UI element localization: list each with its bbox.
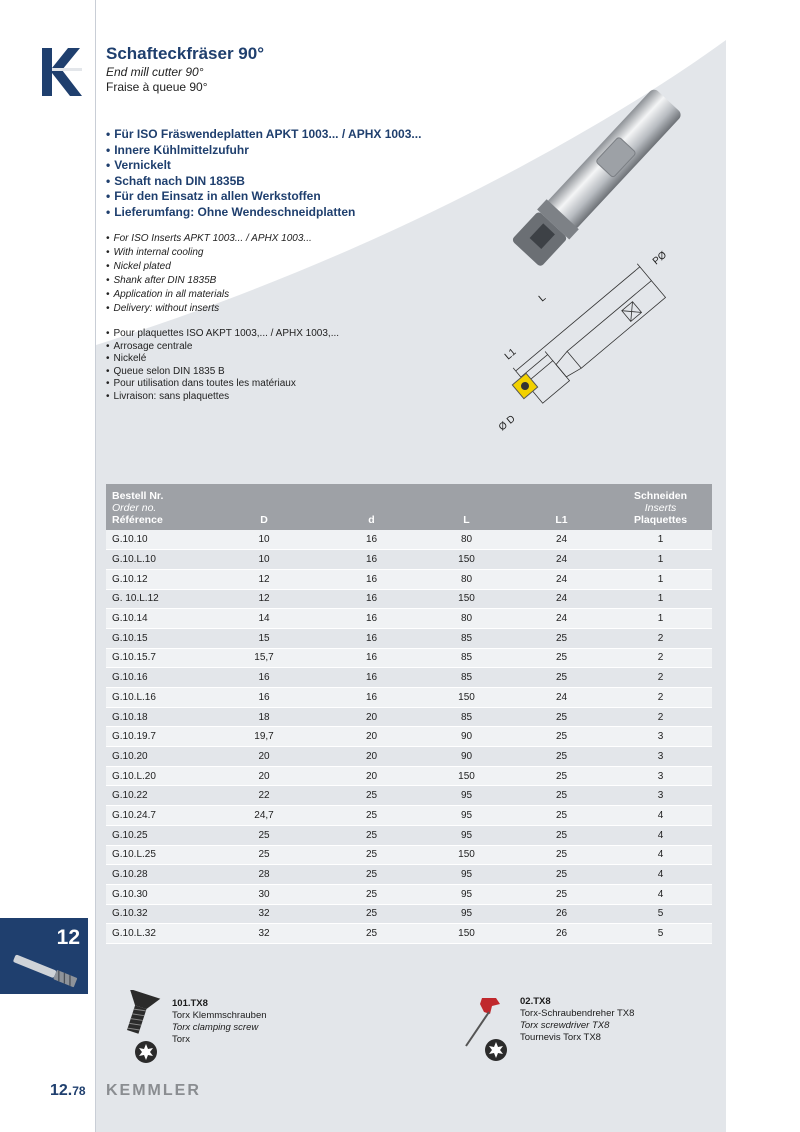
table-cell: G.10.15 — [112, 632, 148, 644]
feature-item: • For ISO Inserts APKT 1003... / APHX 1003... — [106, 233, 312, 244]
table-cell: G.10.L.16 — [112, 691, 156, 703]
table-cell: 25 — [555, 790, 568, 802]
table-cell: 18 — [258, 711, 270, 723]
table-cell: 22 — [258, 790, 270, 802]
table-cell: 80 — [460, 573, 473, 585]
table-cell: 26 — [555, 928, 568, 940]
table-cell: 20 — [365, 731, 378, 743]
table-cell: 16 — [365, 691, 378, 703]
length-label: L — [536, 292, 549, 305]
table-cell: 16 — [365, 652, 378, 664]
table-row — [106, 727, 712, 747]
table-cell: 5 — [657, 928, 664, 940]
table-cell: 3 — [657, 770, 664, 782]
table-cell: 2 — [657, 711, 664, 723]
table-cell: G.10.20 — [112, 750, 148, 762]
table-cell: G.10.24.7 — [112, 809, 156, 821]
brand-name: KEMMLER — [106, 1082, 201, 1099]
feature-item: • Application in all materials — [106, 289, 230, 300]
col-inserts: Schneiden Inserts Plaquettes — [633, 490, 688, 526]
table-cell: 24 — [555, 593, 568, 605]
table-cell: 150 — [458, 849, 475, 861]
table-cell: 16 — [365, 672, 378, 684]
features-french — [106, 328, 339, 403]
table-cell: 25 — [365, 790, 378, 802]
table-cell: 95 — [460, 908, 473, 920]
col-l1: L1 — [555, 514, 568, 526]
feature-item: • Livraison: sans plaquettes — [106, 390, 230, 402]
table-cell: 25 — [365, 849, 378, 861]
table-cell: 25 — [555, 829, 568, 841]
table-cell: 20 — [365, 770, 378, 782]
diameter-d-label: Ø D — [496, 413, 518, 434]
table-cell: 85 — [460, 711, 473, 723]
col-l: L — [463, 514, 470, 526]
table-cell: 1 — [657, 573, 664, 585]
table-row — [106, 766, 712, 786]
table-cell: 3 — [657, 790, 664, 802]
table-cell: 25 — [555, 888, 568, 900]
table-cell: 95 — [460, 790, 473, 802]
table-cell: 5 — [657, 908, 664, 920]
table-row — [106, 628, 712, 648]
features-german — [106, 127, 421, 220]
table-cell: 2 — [657, 652, 664, 664]
table-cell: 16 — [365, 554, 378, 566]
table-cell: 90 — [460, 750, 473, 762]
table-cell: G.10.14 — [112, 613, 148, 625]
table-cell: 16 — [365, 573, 378, 585]
table-cell: 10 — [258, 534, 270, 546]
table-cell: 4 — [657, 829, 664, 841]
table-row — [106, 924, 712, 944]
table-row — [106, 589, 712, 609]
page-title-english: End mill cutter 90° — [106, 65, 204, 79]
table-cell: 95 — [460, 809, 473, 821]
table-cell: 85 — [460, 652, 473, 664]
table-row — [106, 648, 712, 668]
table-cell: 25 — [365, 869, 378, 881]
feature-item: • Lieferumfang: Ohne Wendeschneidplatten — [106, 204, 356, 219]
table-cell: 4 — [657, 809, 664, 821]
table-cell: G.10.L.25 — [112, 849, 156, 861]
table-row — [106, 904, 712, 924]
table-cell: 12 — [258, 593, 270, 605]
accessory-screwdriver-text: 02.TX8 Torx-Schraubendreher TX8 Torx screwdriver TX8 Tournevis Torx TX8 — [520, 996, 635, 1043]
table-row — [106, 609, 712, 629]
feature-item: • Pour plaquettes ISO AKPT 1003,... / APHX 1003,... — [106, 328, 340, 339]
table-row — [106, 825, 712, 845]
table-cell: 90 — [460, 731, 473, 743]
torx-screwdriver-icon — [462, 994, 518, 1064]
table-cell: G.10.25 — [112, 829, 148, 841]
table-row — [106, 845, 712, 865]
table-cell: 25 — [555, 731, 568, 743]
feature-item: • Delivery: without inserts — [106, 303, 220, 314]
feature-item: • Schaft nach DIN 1835B — [106, 173, 245, 188]
col-d-small: d — [368, 514, 375, 526]
diameter-p-label: PØ — [650, 249, 670, 268]
table-cell: G. 10.L.12 — [112, 593, 159, 605]
table-cell: 24 — [555, 554, 568, 566]
table-cell: G.10.22 — [112, 790, 148, 802]
table-cell: 95 — [460, 829, 473, 841]
table-cell: 25 — [365, 888, 378, 900]
page-title: Schafteckfräser 90° — [106, 44, 265, 63]
table-cell: 25 — [555, 750, 568, 762]
table-cell: 150 — [458, 770, 475, 782]
table-row — [106, 688, 712, 708]
margin-divider — [95, 0, 96, 1132]
table-cell: 26 — [555, 908, 568, 920]
table-cell: 25 — [258, 829, 270, 841]
table-cell: 15,7 — [254, 652, 274, 664]
feature-item: • Nickelé — [106, 353, 147, 364]
table-cell: 2 — [657, 672, 664, 684]
feature-item: • Pour utilisation dans toutes les matériaux — [106, 378, 296, 389]
table-cell: 12 — [258, 573, 270, 585]
table-cell: 2 — [657, 632, 664, 644]
features-english — [106, 232, 312, 316]
table-cell: 150 — [458, 554, 475, 566]
table-cell: 30 — [258, 888, 270, 900]
end-mill-icon — [6, 952, 82, 988]
table-cell: 24 — [555, 613, 568, 625]
table-cell: 16 — [365, 632, 378, 644]
table-row — [106, 707, 712, 727]
accessory-screw-text: 101.TX8 Torx Klemmschrauben Torx clamping screw Torx — [172, 998, 267, 1045]
col-d-big: D — [260, 514, 268, 526]
feature-item: • Nickel plated — [106, 261, 171, 272]
table-cell: 95 — [460, 869, 473, 881]
table-cell: G.10.32 — [112, 908, 148, 920]
chapter-number: 12 — [56, 926, 80, 949]
table-cell: 4 — [657, 888, 664, 900]
table-cell: 10 — [258, 554, 270, 566]
feature-item: • Queue selon DIN 1835 B — [106, 365, 225, 377]
table-cell: 24,7 — [254, 809, 274, 821]
table-cell: 1 — [657, 554, 664, 566]
table-cell: G.10.L.20 — [112, 770, 156, 782]
product-table — [106, 484, 712, 944]
table-row — [106, 747, 712, 767]
kemmler-k-logo — [40, 46, 84, 98]
table-cell: 24 — [555, 573, 568, 585]
table-cell: 80 — [460, 534, 473, 546]
table-cell: 32 — [258, 908, 270, 920]
table-cell: 20 — [258, 770, 270, 782]
table-cell: 95 — [460, 888, 473, 900]
table-row — [106, 668, 712, 688]
table-cell: G.10.30 — [112, 888, 148, 900]
table-cell: 25 — [365, 809, 378, 821]
table-cell: 25 — [555, 770, 568, 782]
page-number: 12.78 — [50, 1082, 86, 1099]
table-cell: 85 — [460, 632, 473, 644]
dimension-drawing — [480, 236, 710, 446]
feature-item: • Shank after DIN 1835B — [106, 275, 217, 286]
table-cell: 16 — [365, 534, 378, 546]
table-cell: 150 — [458, 928, 475, 940]
table-cell: 16 — [258, 672, 270, 684]
table-cell: 16 — [258, 691, 270, 703]
table-header-row — [106, 484, 712, 530]
table-cell: 25 — [555, 711, 568, 723]
feature-item: • Für den Einsatz in allen Werkstoffen — [106, 189, 321, 203]
table-row — [106, 865, 712, 885]
table-cell: 20 — [365, 750, 378, 762]
table-cell: 4 — [657, 869, 664, 881]
table-row — [106, 786, 712, 806]
table-cell: 1 — [657, 534, 664, 546]
table-cell: 24 — [555, 534, 568, 546]
table-cell: G.10.10 — [112, 534, 148, 546]
table-cell: 32 — [258, 928, 270, 940]
table-cell: 25 — [555, 849, 568, 861]
table-cell: 15 — [258, 632, 270, 644]
feature-item: • Innere Kühlmittelzufuhr — [106, 142, 249, 157]
table-cell: 25 — [555, 632, 568, 644]
table-cell: G.10.L.10 — [112, 554, 156, 566]
table-cell: 3 — [657, 731, 664, 743]
table-cell: G.10.19.7 — [112, 731, 156, 743]
table-cell: 85 — [460, 672, 473, 684]
table-cell: 19,7 — [254, 731, 274, 743]
table-cell: 25 — [555, 869, 568, 881]
table-cell: 16 — [365, 613, 378, 625]
table-cell: 4 — [657, 849, 664, 861]
table-cell: 25 — [365, 829, 378, 841]
table-cell: 25 — [555, 809, 568, 821]
table-cell: 25 — [555, 672, 568, 684]
table-cell: G.10.12 — [112, 573, 148, 585]
table-cell: 25 — [365, 908, 378, 920]
table-cell: 20 — [258, 750, 270, 762]
torx-screw-icon — [118, 990, 168, 1068]
table-cell: 16 — [365, 593, 378, 605]
length-l1-label: L1 — [502, 346, 519, 363]
table-cell: G.10.18 — [112, 711, 148, 723]
table-row — [106, 806, 712, 826]
table-cell: 14 — [258, 613, 270, 625]
table-cell: 150 — [458, 593, 475, 605]
table-cell: 25 — [555, 652, 568, 664]
table-cell: G.10.15.7 — [112, 652, 156, 664]
table-cell: 1 — [657, 593, 664, 605]
table-cell: 24 — [555, 691, 568, 703]
feature-item: • Für ISO Fräswendeplatten APKT 1003... / APHX 1003... — [106, 127, 422, 141]
table-cell: 150 — [458, 691, 475, 703]
table-cell: 25 — [365, 928, 378, 940]
table-cell: G.10.L.32 — [112, 928, 156, 940]
table-cell: 1 — [657, 613, 664, 625]
feature-item: • Arrosage centrale — [106, 340, 193, 352]
table-cell: 25 — [258, 849, 270, 861]
table-row — [106, 550, 712, 570]
feature-item: • With internal cooling — [106, 247, 204, 258]
table-row — [106, 530, 712, 550]
table-cell: 3 — [657, 750, 664, 762]
table-cell: 28 — [258, 869, 270, 881]
table-row — [106, 569, 712, 589]
table-cell: 20 — [365, 711, 378, 723]
table-cell: 2 — [657, 691, 664, 703]
title-block — [106, 44, 264, 95]
table-cell: G.10.28 — [112, 869, 148, 881]
table-cell: 80 — [460, 613, 473, 625]
feature-item: • Vernickelt — [106, 158, 171, 172]
col-order-no: Bestell Nr. Order no. Référence — [112, 490, 164, 526]
table-row — [106, 884, 712, 904]
page-title-french: Fraise à queue 90° — [106, 80, 208, 94]
chapter-tab[interactable] — [0, 918, 88, 994]
table-cell: G.10.16 — [112, 672, 148, 684]
